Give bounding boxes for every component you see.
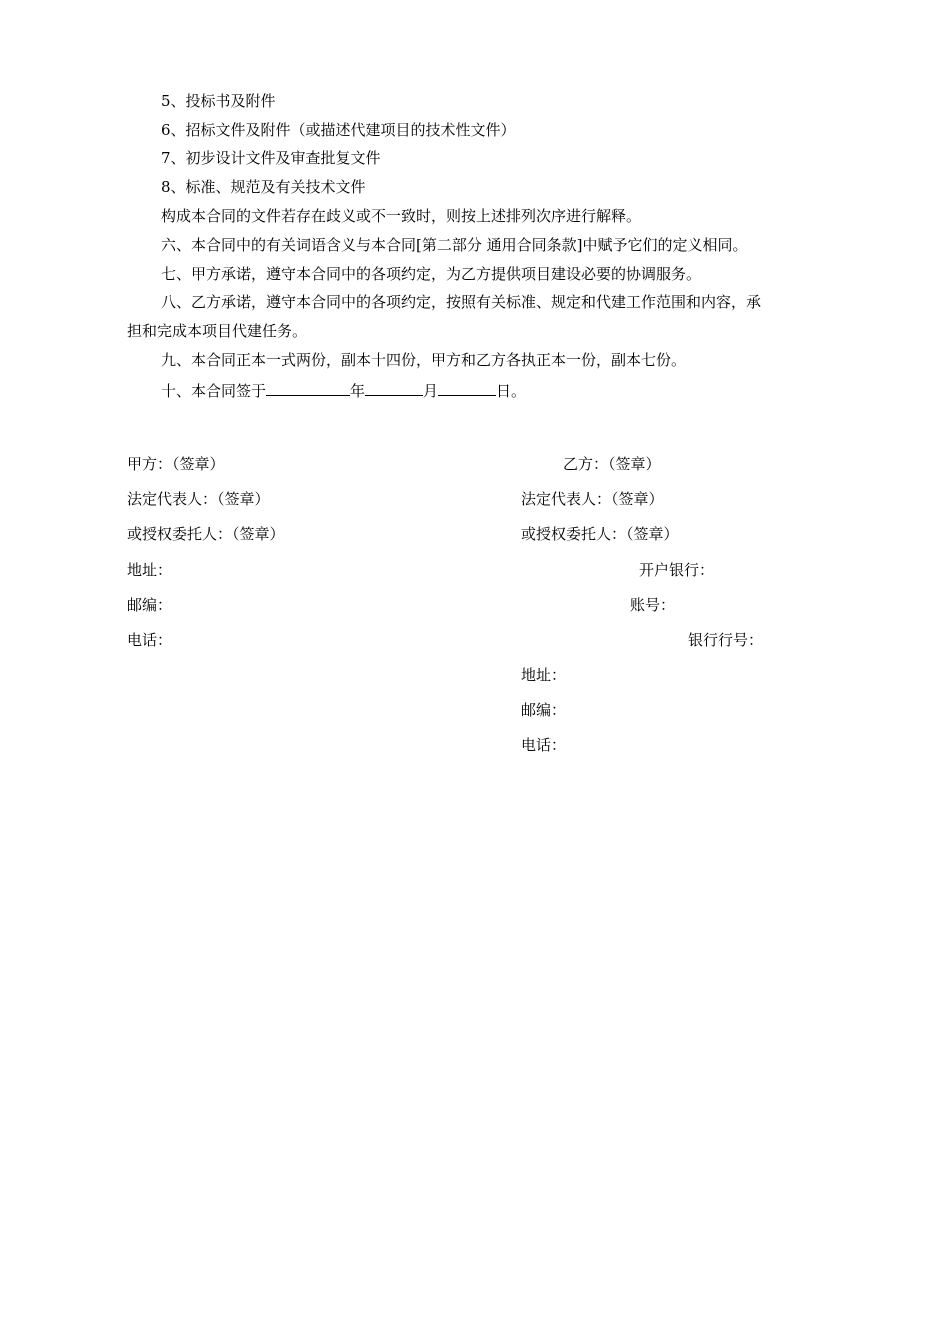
clause-item-6: 6、招标文件及附件（或描述代建项目的技术性文件） bbox=[161, 121, 516, 139]
party-a-legal-rep: 法定代表人：（签章） bbox=[127, 490, 270, 508]
interpretation-order-text: 构成本合同的文件若存在歧义或不一致时，则按上述排列次序进行解释。 bbox=[161, 207, 642, 225]
month-blank[interactable] bbox=[365, 379, 423, 396]
clause-item-5: 5、投标书及附件 bbox=[161, 92, 276, 110]
year-blank[interactable] bbox=[266, 379, 350, 396]
month-label: 月 bbox=[423, 382, 439, 400]
clause-six: 六、本合同中的有关词语含义与本合同[第二部分 通用合同条款]中赋予它们的定义相同。 bbox=[161, 236, 748, 254]
signing-date-prefix: 十、本合同签于 bbox=[161, 382, 267, 400]
party-b-legal-rep: 法定代表人：（签章） bbox=[521, 490, 664, 508]
clause-ten-signing-date bbox=[161, 379, 526, 401]
party-b-signature: 乙方：（签章） bbox=[563, 455, 661, 473]
clause-seven: 七、甲方承诺，遵守本合同中的各项约定，为乙方提供项目建设必要的协调服务。 bbox=[161, 265, 702, 283]
party-b-postcode: 邮编： bbox=[521, 701, 567, 719]
party-b-phone: 电话： bbox=[521, 736, 567, 754]
day-label: 日。 bbox=[496, 382, 527, 400]
clause-item-7: 7、初步设计文件及审查批复文件 bbox=[161, 149, 381, 167]
day-blank[interactable] bbox=[438, 379, 496, 396]
party-b-bank: 开户银行： bbox=[639, 561, 715, 579]
party-b-bank-code: 银行行号： bbox=[688, 631, 764, 649]
party-a-authorized-agent: 或授权委托人：（签章） bbox=[127, 525, 285, 543]
clause-nine: 九、本合同正本一式两份，副本十四份，甲方和乙方各执正本一份，副本七份。 bbox=[161, 351, 687, 369]
clause-eight-continued: 担和完成本项目代建任务。 bbox=[127, 322, 308, 340]
party-a-postcode: 邮编： bbox=[127, 596, 173, 614]
party-b-authorized-agent: 或授权委托人：（签章） bbox=[521, 525, 679, 543]
clause-eight: 八、乙方承诺，遵守本合同中的各项约定，按照有关标准、规定和代建工作范围和内容，承 bbox=[161, 293, 762, 311]
party-a-phone: 电话： bbox=[127, 631, 173, 649]
year-label: 年 bbox=[350, 382, 366, 400]
party-b-account: 账号： bbox=[630, 596, 676, 614]
party-b-address: 地址： bbox=[521, 666, 567, 684]
clause-item-8: 8、标准、规范及有关技术文件 bbox=[161, 178, 366, 196]
party-a-signature: 甲方：（签章） bbox=[127, 455, 225, 473]
party-a-address: 地址： bbox=[127, 561, 173, 579]
